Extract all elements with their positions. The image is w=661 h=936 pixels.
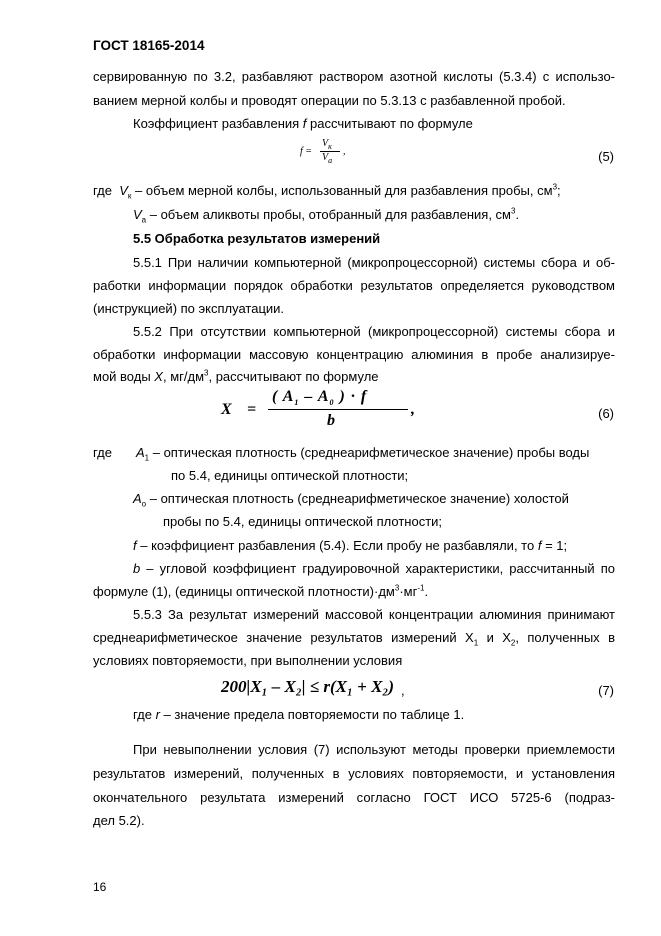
formula-lhs: f = bbox=[300, 146, 313, 157]
where-label: где bbox=[93, 445, 112, 460]
paragraph-line: 5.5.1 При наличии компьютерной (микропроцессорной) системы сбора и об- bbox=[133, 255, 615, 270]
where-line: где r – значение предела повторяемости по таблице 1. bbox=[133, 707, 465, 722]
where-line: где $V_к$ – объем мерной колбы, использованный для разбавления пробы, $см^3$; bbox=[93, 182, 561, 201]
fraction-bar bbox=[268, 409, 408, 410]
formula-tail: , bbox=[343, 146, 346, 157]
formula-6-eq: = bbox=[247, 401, 257, 418]
paragraph-line: (инструкцией) по эксплуатации. bbox=[93, 301, 285, 316]
paragraph-line: окончательного результата измерений согласно ГОСТ ИСО 5725-6 (подраз- bbox=[93, 790, 615, 805]
paragraph-line: результатов измерений, полученных в условиях повторяемости, и установления bbox=[93, 766, 615, 781]
paragraph-line: Коэффициент разбавления f рассчитывают по формуле bbox=[133, 116, 473, 131]
formula-tail: , bbox=[401, 683, 405, 698]
formula-number: (7) bbox=[598, 683, 614, 698]
paragraph-line: мой воды X, $мг/дм^3$, рассчитывают по формуле bbox=[93, 368, 379, 384]
formula-6-numerator: ( $A_1 - A_0$ ) · f bbox=[272, 388, 368, 408]
formula-6-tail: , bbox=[411, 401, 415, 418]
page-number: 16 bbox=[93, 880, 107, 894]
section-heading: 5.5 Обработка результатов измерений bbox=[133, 231, 381, 246]
where-line-cont: пробы по 5.4, единицы оптической плотности; bbox=[163, 514, 443, 529]
paragraph-line: обработки информации массовую концентрацию алюминия в пробе анализируе- bbox=[93, 347, 615, 362]
where-line: $A_о$ – оптическая плотность (среднеарифметическое значение) холостой bbox=[133, 491, 569, 509]
formula-7: 200|X₁ – X₂| ≤ r(X₁ + X₂) bbox=[221, 677, 395, 696]
where-line: f – коэффициент разбавления (5.4). Если пробу не разбавляли, то f = 1; bbox=[133, 538, 568, 553]
document-header: ГОСТ 18165-2014 bbox=[93, 38, 205, 53]
paragraph-line: сервированную по 3.2, разбавляют раствором азотной кислоты (5.3.4) с использо- bbox=[93, 69, 615, 84]
formula-6-lhs: X bbox=[221, 401, 232, 418]
paragraph-line: ванием мерной колбы и проводят операции по 5.3.13 с разбавленной пробой. bbox=[93, 93, 566, 108]
formula-denominator: $V_а$ bbox=[322, 152, 333, 165]
where-line: b – угловой коэффициент градуировочной характеристики, рассчитанный по bbox=[133, 561, 615, 576]
paragraph-line: условиях повторяемости, при выполнении условия bbox=[93, 653, 403, 668]
formula-number: (5) bbox=[598, 149, 614, 164]
where-line: $V_а$ – объем аликвоты пробы, отобранный для разбавления, $см^3$. bbox=[133, 206, 520, 225]
where-line: $A_1$ – оптическая плотность (среднеарифметическое значение) пробы воды bbox=[136, 445, 590, 463]
paragraph-line: работки информации порядок обработки результатов определяется руководством bbox=[93, 278, 615, 293]
paragraph-line: дел 5.2). bbox=[93, 813, 145, 828]
formula-numerator: $V_к$ bbox=[322, 138, 332, 151]
formula-6-denominator: b bbox=[327, 412, 335, 429]
paragraph-line: среднеарифметическое значение результатов измерений $Х_1$ и $Х_2$, полученных в bbox=[93, 630, 615, 648]
paragraph-line: 5.5.2 При отсутствии компьютерной (микропроцессорной) системы сбора и bbox=[133, 324, 615, 339]
formula-number: (6) bbox=[598, 406, 614, 421]
where-line-cont: формуле (1), (единицы оптической $плотности)\cdot дм^3\cdot мг^{-1}$. bbox=[93, 583, 429, 599]
where-line-cont: по 5.4, единицы оптической плотности; bbox=[171, 468, 409, 483]
paragraph-line: При невыполнении условия (7) используют методы проверки приемлемости bbox=[133, 742, 615, 757]
paragraph-line: 5.5.3 За результат измерений массовой концентрации алюминия принимают bbox=[133, 607, 615, 622]
